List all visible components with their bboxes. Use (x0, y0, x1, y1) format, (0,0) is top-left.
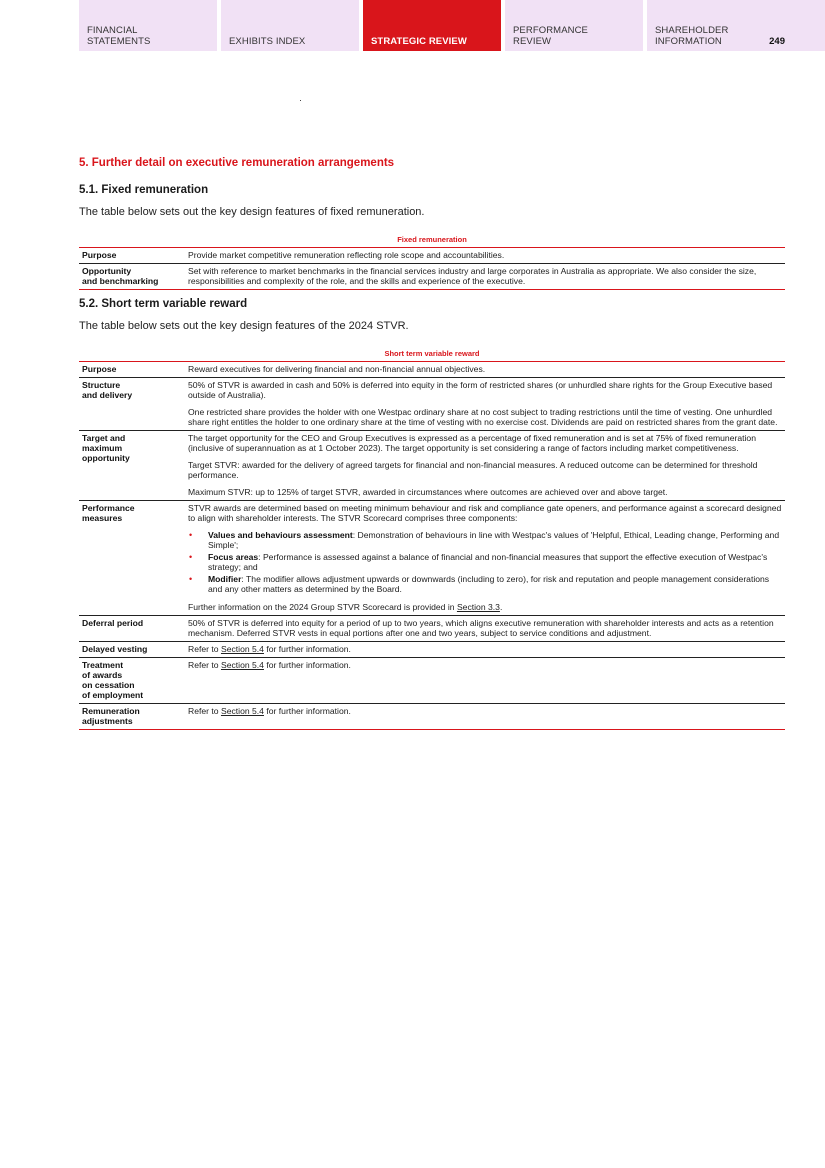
row-value (185, 431, 785, 501)
table-row (79, 616, 785, 642)
item-bold: Modifier (208, 574, 242, 584)
row-key: Purpose (79, 362, 185, 378)
stray-dot (300, 100, 301, 101)
row-key: Deferral period (79, 616, 185, 642)
list-item (188, 574, 782, 594)
row-key: Remuneration adjustments (79, 704, 185, 730)
paragraph: Target STVR: awarded for the delivery of agreed targets for financial and non-financial measures. A reduced outcome can be determined for threshold performance. (188, 460, 758, 480)
main-content (79, 157, 785, 730)
text: for further information. (263, 706, 351, 716)
fixed-remuneration-intro: The table below sets out the key design features of fixed remuneration. (79, 206, 425, 218)
table-row (79, 704, 785, 730)
paragraph: The target opportunity for the CEO and Group Executives is expressed as a percentage of fixed remuneration and is set at 75% of fixed remuneration (inclusive of superannuation as at 1 October 2023). The target opportunity is set considering a range of factors including market competitiveness. (188, 433, 756, 453)
tab-performance-review[interactable] (505, 0, 643, 51)
page-number: 249 (769, 36, 785, 47)
item-text: : Performance is assessed against a balance of financial and non-financial measures that support the effective execution of Westpac's strategy; and (208, 552, 768, 572)
tab-exhibits-index[interactable] (221, 0, 359, 51)
tab-shareholder-information[interactable] (647, 0, 825, 51)
paragraph (188, 602, 782, 612)
row-value (185, 658, 785, 704)
tab-label: PERFORMANCE REVIEW (513, 25, 588, 47)
text: Refer to (188, 644, 221, 654)
text: Further information on the 2024 Group STVR Scorecard is provided in (188, 602, 457, 612)
row-key: Target and maximum opportunity (79, 431, 185, 501)
table-row (79, 248, 785, 264)
row-value (185, 501, 785, 616)
tab-label: FINANCIAL STATEMENTS (87, 25, 151, 47)
table-row (79, 658, 785, 704)
section-3-3-link[interactable]: Section 3.3 (456, 602, 500, 612)
table-row (79, 431, 785, 501)
section-5-4-link[interactable]: Section 5.4 (220, 660, 264, 670)
fixed-remuneration-table (79, 248, 785, 290)
item-text: : The modifier allows adjustment upwards or downwards (including to zero), for risk and reputation and people management considerations and any other matters as determined by the Board. (208, 574, 770, 594)
tab-strategic-review[interactable] (363, 0, 501, 51)
stvr-table (79, 362, 785, 730)
row-key: Purpose (79, 248, 185, 264)
tab-label: EXHIBITS INDEX (229, 36, 306, 47)
row-value (185, 704, 785, 730)
row-key: Performance measures (79, 501, 185, 616)
row-key: Opportunity and benchmarking (79, 264, 185, 290)
stvr-heading: 5.2. Short term variable reward (79, 298, 248, 310)
row-value: Reward executives for delivering financial and non-financial annual objectives. (185, 362, 785, 378)
list-item (188, 530, 782, 550)
table-row (79, 264, 785, 290)
paragraph: 50% of STVR is awarded in cash and 50% is deferred into equity in the form of restricted shares (or unhurdled share rights for the Group Executive based outside of Australia). (188, 380, 773, 400)
row-value (185, 378, 785, 431)
tab-financial-statements[interactable] (79, 0, 217, 51)
row-value: 50% of STVR is deferred into equity for a period of up to two years, which aligns executive remuneration with shareholder interests and acts as a retention mechanism. Deferred STVR vests in equal portions after one and two years, subject to service conditions and adjustment. (185, 616, 785, 642)
table-row (79, 501, 785, 616)
bullet-icon: • (189, 552, 193, 562)
item-bold: Focus areas (208, 552, 259, 562)
list-item (188, 552, 782, 572)
text: for further information. (263, 644, 351, 654)
table-row (79, 642, 785, 658)
text: for further information. (263, 660, 351, 670)
item-text: : Demonstration of behaviours in line with Westpac's values of 'Helpful, Ethical, Leading change, Performing and Simple'; (208, 530, 780, 550)
top-navigation (79, 0, 825, 51)
row-value: Set with reference to market benchmarks in the financial services industry and large corporates in Australia as appropriate. We also consider the size, responsibilities and complexity of the role, and the skills and experience of the executive. (185, 264, 785, 290)
section-5-4-link[interactable]: Section 5.4 (220, 644, 264, 654)
row-value: Provide market competitive remuneration reflecting role scope and accountabilities. (185, 248, 785, 264)
item-bold: Values and behaviours assessment (208, 530, 353, 540)
stvr-table-title: Short term variable reward (79, 349, 785, 362)
text: Refer to (188, 706, 221, 716)
bullet-icon: • (189, 530, 193, 540)
tab-label: SHAREHOLDER INFORMATION (655, 25, 729, 47)
text: . (499, 602, 503, 612)
section-5-4-link[interactable]: Section 5.4 (220, 706, 264, 716)
row-key: Delayed vesting (79, 642, 185, 658)
text: Refer to (188, 660, 221, 670)
tab-label: STRATEGIC REVIEW (371, 36, 467, 47)
fixed-remuneration-heading: 5.1. Fixed remuneration (79, 184, 209, 196)
paragraph: One restricted share provides the holder with one Westpac ordinary share at no cost subject to trading restrictions until the time of vesting. One unhurdled share right entitles the holder to one ordinary share at the time of vesting with no exercise cost. Dividends are paid on restricted shares from the grant date. (188, 407, 778, 427)
bullet-icon: • (189, 574, 193, 584)
table-row (79, 362, 785, 378)
row-key: Treatment of awards on cessation of employment (79, 658, 185, 704)
paragraph: STVR awards are determined based on meeting minimum behaviour and risk and compliance gate openers, and performance against a scorecard designed to align with shareholder interests. The STVR Scorecard comprises three components: (188, 503, 782, 523)
section-title: 5. Further detail on executive remuneration arrangements (79, 157, 395, 169)
paragraph: Maximum STVR: up to 125% of target STVR, awarded in circumstances where outcomes are achieved over and above target. (188, 487, 668, 497)
fixed-table-title: Fixed remuneration (79, 235, 785, 248)
stvr-intro: The table below sets out the key design features of the 2024 STVR. (79, 320, 409, 332)
row-value (185, 642, 785, 658)
row-key: Structure and delivery (79, 378, 185, 431)
table-row (79, 378, 785, 431)
components-list (188, 530, 782, 594)
